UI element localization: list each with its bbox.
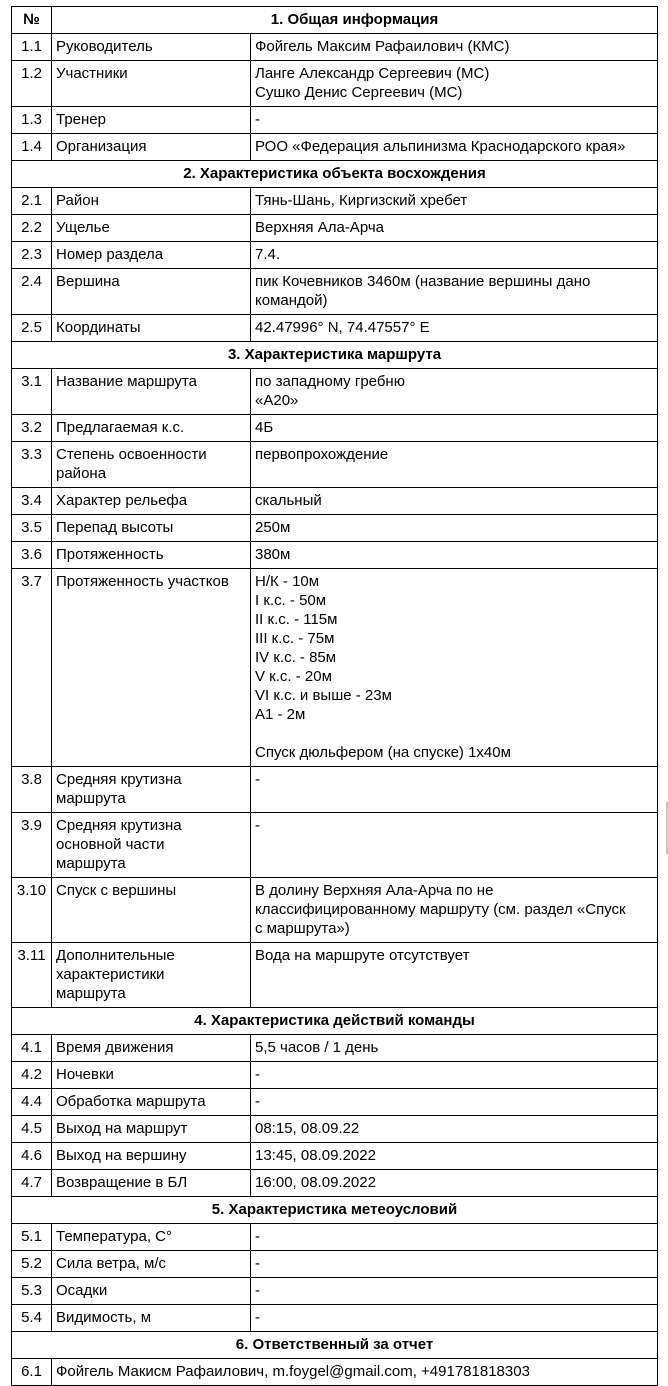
table-row: [12, 442, 658, 488]
cell-line: маршрута: [56, 790, 126, 807]
cell-line: Номер раздела: [56, 246, 164, 263]
cell-line: характеристики: [56, 966, 165, 983]
table-row: [12, 488, 658, 515]
row-label: [52, 767, 251, 813]
row-number: 3.10: [12, 878, 52, 943]
cell-line: классифицированному маршруту (см. раздел «Спуск: [255, 901, 626, 918]
cell-line: Н/К - 10м: [255, 573, 320, 590]
row-label: [52, 134, 251, 161]
row-value: [251, 269, 658, 315]
table-row: [12, 107, 658, 134]
row-label: [52, 1251, 251, 1278]
cell-line: -: [255, 1228, 260, 1245]
table-row: [12, 61, 658, 107]
row-value: [251, 1305, 658, 1332]
row-number: 3.5: [12, 515, 52, 542]
table-row: [12, 1224, 658, 1251]
table-row: [12, 1170, 658, 1197]
row-number: 2.1: [12, 188, 52, 215]
section-header-row: [12, 342, 658, 369]
row-label: [52, 515, 251, 542]
row-value: [251, 415, 658, 442]
row-label: [52, 813, 251, 878]
table-row: [12, 1035, 658, 1062]
row-number: 3.1: [12, 369, 52, 415]
table-row: [12, 242, 658, 269]
cell-line: командой): [255, 292, 328, 309]
cell-line: с маршрута»): [255, 920, 350, 937]
table-row: [12, 134, 658, 161]
cell-line: -: [255, 1309, 260, 1326]
row-number: 4.2: [12, 1062, 52, 1089]
row-label: [52, 1278, 251, 1305]
cell-line: Название маршрута: [56, 373, 197, 390]
cell-line: Средняя крутизна: [56, 771, 182, 788]
row-value: [251, 878, 658, 943]
section-header: 3. Характеристика маршрута: [12, 342, 658, 369]
row-number: 2.2: [12, 215, 52, 242]
row-label: [52, 1062, 251, 1089]
row-number: 1.3: [12, 107, 52, 134]
row-value: [251, 34, 658, 61]
row-label: [52, 943, 251, 1008]
cell-line: Спуск с вершины: [56, 882, 177, 899]
section-header-row: [12, 1197, 658, 1224]
row-label: [52, 488, 251, 515]
table-row: [12, 767, 658, 813]
row-label: [52, 542, 251, 569]
cell-line: Степень освоенности: [56, 446, 207, 463]
row-number: 3.9: [12, 813, 52, 878]
cell-line: 42.47996° N, 74.47557° E: [255, 319, 430, 336]
row-value: [251, 542, 658, 569]
table-row: [12, 34, 658, 61]
row-number: 3.11: [12, 943, 52, 1008]
row-label: [52, 1116, 251, 1143]
table-row: [12, 1278, 658, 1305]
cell-line: Сушко Денис Сергеевич (МС): [255, 84, 463, 101]
cell-line: -: [255, 1282, 260, 1299]
cell-line: Тянь-Шань, Киргизский хребет: [255, 192, 468, 209]
cell-line: Протяженность участков: [56, 573, 229, 590]
cell-line: по западному гребню: [255, 373, 405, 390]
section-header-row: [12, 1008, 658, 1035]
row-label: [52, 242, 251, 269]
cell-line: 16:00, 08.09.2022: [255, 1174, 376, 1191]
cell-line: Возвращение в БЛ: [56, 1174, 188, 1191]
table-row: [12, 369, 658, 415]
row-number: 4.4: [12, 1089, 52, 1116]
row-number: 4.5: [12, 1116, 52, 1143]
row-value: [251, 369, 658, 415]
cell-line: Видимость, м: [56, 1309, 152, 1326]
cell-line: маршрута: [56, 985, 126, 1002]
row-value: [251, 515, 658, 542]
cell-line: Характер рельефа: [56, 492, 188, 509]
row-number: 6.1: [12, 1359, 52, 1386]
report-table: [11, 6, 658, 1386]
row-value: [251, 1251, 658, 1278]
cell-line: В долину Верхняя Ала-Арча по не: [255, 882, 494, 899]
cell-line: Ланге Александр Сергеевич (МС): [255, 65, 490, 82]
cell-line: Организация: [56, 138, 147, 155]
table-row: [12, 515, 658, 542]
table-row: [12, 569, 658, 767]
row-value: [251, 242, 658, 269]
row-number: 2.3: [12, 242, 52, 269]
cell-line: Фойгель Максим Рафаилович (КМС): [255, 38, 510, 55]
cell-line: основной части: [56, 836, 165, 853]
row-value: [251, 569, 658, 767]
cell-line: III к.с. - 75м: [255, 630, 335, 647]
cell-line: -: [255, 111, 260, 128]
row-label: [52, 1035, 251, 1062]
cell-line: Сила ветра, м/с: [56, 1255, 166, 1272]
table-row: [12, 415, 658, 442]
row-number: 1.1: [12, 34, 52, 61]
row-value: [251, 943, 658, 1008]
number-column-header: №: [12, 7, 52, 34]
cell-line: Ущелье: [56, 219, 110, 236]
row-label: [52, 569, 251, 767]
row-number: 3.3: [12, 442, 52, 488]
cell-line: «А20»: [255, 392, 299, 409]
table-row: [12, 1359, 658, 1386]
cell-line: V к.с. - 20м: [255, 668, 332, 685]
row-value: [251, 813, 658, 878]
cell-line: VI к.с. и выше - 23м: [255, 687, 392, 704]
cell-line: первопрохождение: [255, 446, 389, 463]
table-row: [12, 542, 658, 569]
row-number: 3.6: [12, 542, 52, 569]
section-header-row: [12, 1332, 658, 1359]
table-row: [12, 315, 658, 342]
row-value: [52, 1359, 658, 1386]
cell-line: Участники: [56, 65, 128, 82]
table-row: [12, 1089, 658, 1116]
cell-line: скальный: [255, 492, 322, 509]
row-number: 4.1: [12, 1035, 52, 1062]
row-value: [251, 1278, 658, 1305]
cell-line: Средняя крутизна: [56, 817, 182, 834]
row-label: [52, 315, 251, 342]
row-label: [52, 1170, 251, 1197]
cell-line: -: [255, 817, 260, 834]
cell-line: Выход на маршрут: [56, 1120, 188, 1137]
cell-line: Протяженность: [56, 546, 164, 563]
cell-line: 380м: [255, 546, 291, 563]
cell-line: Вода на маршруте отсутствует: [255, 947, 470, 964]
cell-line: Вершина: [56, 273, 120, 290]
row-value: [251, 1116, 658, 1143]
row-number: 3.4: [12, 488, 52, 515]
table-row: [12, 1143, 658, 1170]
cell-line: Ночевки: [56, 1066, 114, 1083]
row-label: [52, 269, 251, 315]
row-value: [251, 107, 658, 134]
row-number: 4.6: [12, 1143, 52, 1170]
cell-line: 4Б: [255, 419, 274, 436]
row-label: [52, 34, 251, 61]
table-row: [12, 215, 658, 242]
row-number: 5.4: [12, 1305, 52, 1332]
section-header: 1. Общая информация: [52, 7, 658, 34]
row-number: 1.2: [12, 61, 52, 107]
cell-line: Верхняя Ала-Арча: [255, 219, 384, 236]
row-label: [52, 1224, 251, 1251]
cell-line: района: [56, 465, 107, 482]
row-number: 3.2: [12, 415, 52, 442]
cell-line: IV к.с. - 85м: [255, 649, 337, 666]
table-row: [12, 878, 658, 943]
section-header: 2. Характеристика объекта восхождения: [12, 161, 658, 188]
row-value: [251, 1143, 658, 1170]
row-label: [52, 878, 251, 943]
cell-line: маршрута: [56, 855, 126, 872]
cell-line: Выход на вершину: [56, 1147, 187, 1164]
cell-line: пик Кочевников 3460м (название вершины дано: [255, 273, 591, 290]
row-value: [251, 134, 658, 161]
report-table-body: [12, 7, 658, 1386]
cell-line: [255, 724, 654, 743]
cell-line: -: [255, 1093, 260, 1110]
cell-line: Предлагаемая к.с.: [56, 419, 185, 436]
cell-line: 5,5 часов / 1 день: [255, 1039, 379, 1056]
cell-line: 13:45, 08.09.2022: [255, 1147, 376, 1164]
row-value: [251, 215, 658, 242]
table-row: [12, 269, 658, 315]
cell-line: II к.с. - 115м: [255, 611, 338, 628]
section-header: 4. Характеристика действий команды: [12, 1008, 658, 1035]
table-row: [12, 943, 658, 1008]
section-header: 6. Ответственный за отчет: [12, 1332, 658, 1359]
row-label: [52, 107, 251, 134]
row-value: [251, 1089, 658, 1116]
row-value: [251, 1224, 658, 1251]
row-label: [52, 1143, 251, 1170]
cell-line: РОО «Федерация альпинизма Краснодарского края»: [255, 138, 626, 155]
cell-line: I к.с. - 50м: [255, 592, 327, 609]
row-number: 5.3: [12, 1278, 52, 1305]
table-row: [12, 1305, 658, 1332]
cell-line: -: [255, 1066, 260, 1083]
row-number: 2.5: [12, 315, 52, 342]
row-value: [251, 61, 658, 107]
section-header-row: [12, 161, 658, 188]
row-value: [251, 442, 658, 488]
cell-line: Тренер: [56, 111, 106, 128]
table-row: [12, 1251, 658, 1278]
cell-line: -: [255, 1255, 260, 1272]
cell-line: 250м: [255, 519, 291, 536]
table-row: [12, 813, 658, 878]
row-value: [251, 488, 658, 515]
row-number: 4.7: [12, 1170, 52, 1197]
row-number: 1.4: [12, 134, 52, 161]
row-label: [52, 442, 251, 488]
row-value: [251, 315, 658, 342]
cell-line: Фойгель Макисм Рафаилович, m.foygel@gmail.com, +491781818303: [56, 1363, 530, 1380]
row-value: [251, 1035, 658, 1062]
row-label: [52, 415, 251, 442]
cell-line: Обработка маршрута: [56, 1093, 206, 1110]
cell-line: А1 - 2м: [255, 706, 306, 723]
row-number: 3.7: [12, 569, 52, 767]
cell-line: Руководитель: [56, 38, 153, 55]
row-value: [251, 1170, 658, 1197]
row-number: 3.8: [12, 767, 52, 813]
cell-line: 7.4.: [255, 246, 281, 263]
row-value: [251, 767, 658, 813]
cell-line: Время движения: [56, 1039, 174, 1056]
cell-line: Перепад высоты: [56, 519, 174, 536]
cell-line: Спуск дюльфером (на спуске) 1х40м: [255, 744, 511, 761]
row-value: [251, 1062, 658, 1089]
cell-line: Осадки: [56, 1282, 108, 1299]
section-header: 5. Характеристика метеоусловий: [12, 1197, 658, 1224]
row-label: [52, 369, 251, 415]
cell-line: Координаты: [56, 319, 141, 336]
row-number: 5.2: [12, 1251, 52, 1278]
cell-line: 08:15, 08.09.22: [255, 1120, 360, 1137]
table-header-row: [12, 7, 658, 34]
row-label: [52, 1089, 251, 1116]
table-row: [12, 188, 658, 215]
table-row: [12, 1116, 658, 1143]
cell-line: Температура, С°: [56, 1228, 173, 1245]
cell-line: -: [255, 771, 260, 788]
table-row: [12, 1062, 658, 1089]
cell-line: Район: [56, 192, 99, 209]
row-number: 2.4: [12, 269, 52, 315]
row-label: [52, 61, 251, 107]
row-label: [52, 188, 251, 215]
row-label: [52, 1305, 251, 1332]
row-number: 5.1: [12, 1224, 52, 1251]
row-label: [52, 215, 251, 242]
row-value: [251, 188, 658, 215]
cell-line: Дополнительные: [56, 947, 175, 964]
